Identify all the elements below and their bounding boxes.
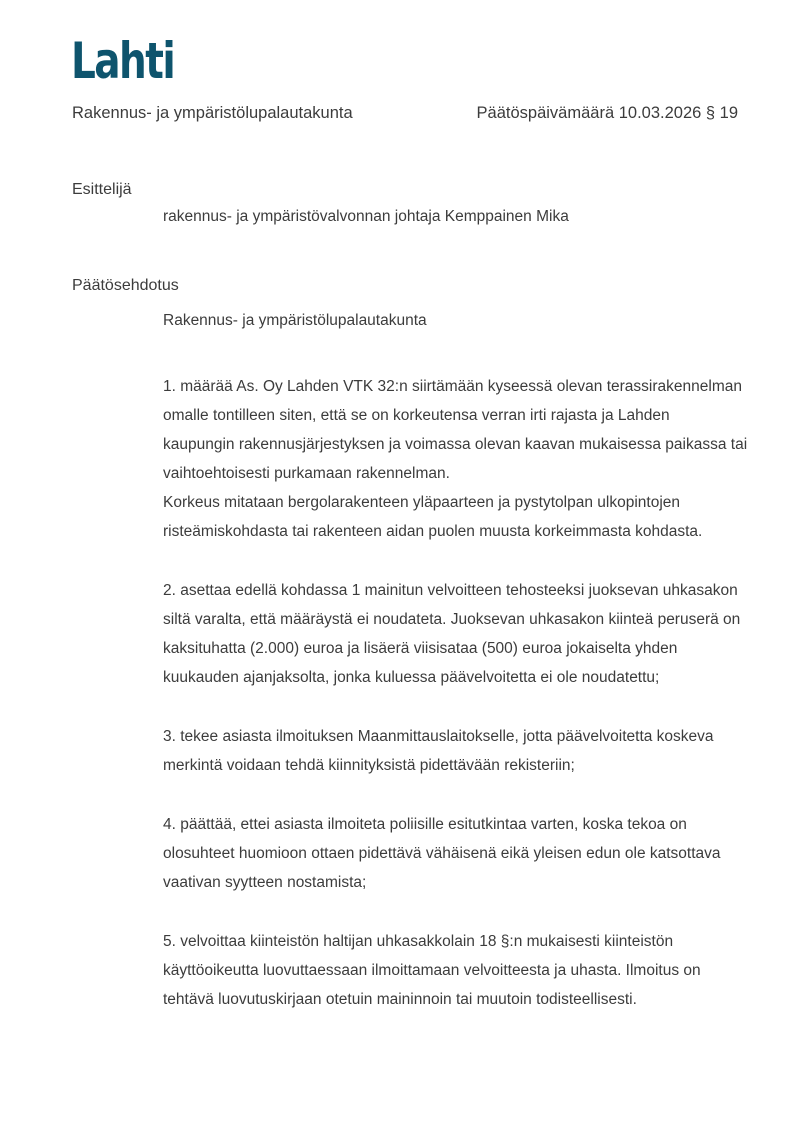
text-line: siltä varalta, että määräystä ei noudateta. Juoksevan uhkasakon kiinteä peruserä on xyxy=(163,611,741,628)
text-line: merkintä voidaan tehdä kiinnityksistä pidettävään rekisteriin; xyxy=(163,757,575,774)
paatosehdotus-label: Päätösehdotus xyxy=(72,277,179,294)
lahti-logo: Lahti xyxy=(71,32,175,90)
text-line: 2. asettaa edellä kohdassa 1 mainitun velvoitteen tehosteeksi juoksevan uhkasakon xyxy=(163,582,738,599)
text-line: kaupungin rakennusjärjestyksen ja voimassa olevan kaavan mukaisessa paikassa tai xyxy=(163,436,748,453)
decision-item-3 xyxy=(163,722,763,780)
text-line: vaihtoehtoisesti purkamaan rakennelman. xyxy=(163,465,450,482)
decision-body xyxy=(163,372,763,1044)
document-header xyxy=(72,104,738,123)
header-committee-name: Rakennus- ja ympäristölupalautakunta xyxy=(72,104,353,122)
text-line: kuukauden ajanjaksolta, jonka kuluessa päävelvoitetta ei ole noudatettu; xyxy=(163,669,660,686)
text-line: olosuhteet huomioon ottaen pidettävä vähäisenä eikä yleisen edun ole katsottava xyxy=(163,845,721,862)
text-line: kaksituhatta (2.000) euroa ja lisäerä viisisataa (500) euroa jokaiselta yhden xyxy=(163,640,678,657)
text-line: 4. päättää, ettei asiasta ilmoiteta poliisille esitutkintaa varten, koska tekoa on xyxy=(163,816,687,833)
text-line: tehtävä luovutuskirjaan otetuin maininnoin tai muutoin todisteellisesti. xyxy=(163,991,637,1008)
header-decision-date: Päätöspäivämäärä 10.03.2026 § 19 xyxy=(476,104,738,122)
text-line: vaativan syytteen nostamista; xyxy=(163,874,367,891)
paatosehdotus-value: Rakennus- ja ympäristölupalautakunta xyxy=(163,312,427,329)
text-line: Korkeus mitataan bergolarakenteen yläpaarteen ja pystytolpan ulkopintojen xyxy=(163,494,681,511)
esittelija-label: Esittelijä xyxy=(72,181,132,198)
decision-item-2 xyxy=(163,576,763,692)
decision-item-5 xyxy=(163,927,763,1014)
text-line: 3. tekee asiasta ilmoituksen Maanmittauslaitokselle, jotta päävelvoitetta koskeva xyxy=(163,728,714,745)
text-line: käyttöoikeutta luovuttaessaan ilmoittamaan velvoitteesta ja uhasta. Ilmoitus on xyxy=(163,962,701,979)
text-line: risteämiskohdasta tai rakenteen aidan puolen muusta korkeimmasta kohdasta. xyxy=(163,523,703,540)
text-line: omalle tontilleen siten, että se on korkeutensa verran irti rajasta ja Lahden xyxy=(163,407,670,424)
esittelija-value: rakennus- ja ympäristövalvonnan johtaja Kemppainen Mika xyxy=(163,208,569,225)
text-line: 1. määrää As. Oy Lahden VTK 32:n siirtämään kyseessä olevan terassirakennelman xyxy=(163,378,742,395)
text-line: 5. velvoittaa kiinteistön haltijan uhkasakkolain 18 §:n mukaisesti kiinteistön xyxy=(163,933,674,950)
decision-item-4 xyxy=(163,810,763,897)
decision-item-1 xyxy=(163,372,763,546)
